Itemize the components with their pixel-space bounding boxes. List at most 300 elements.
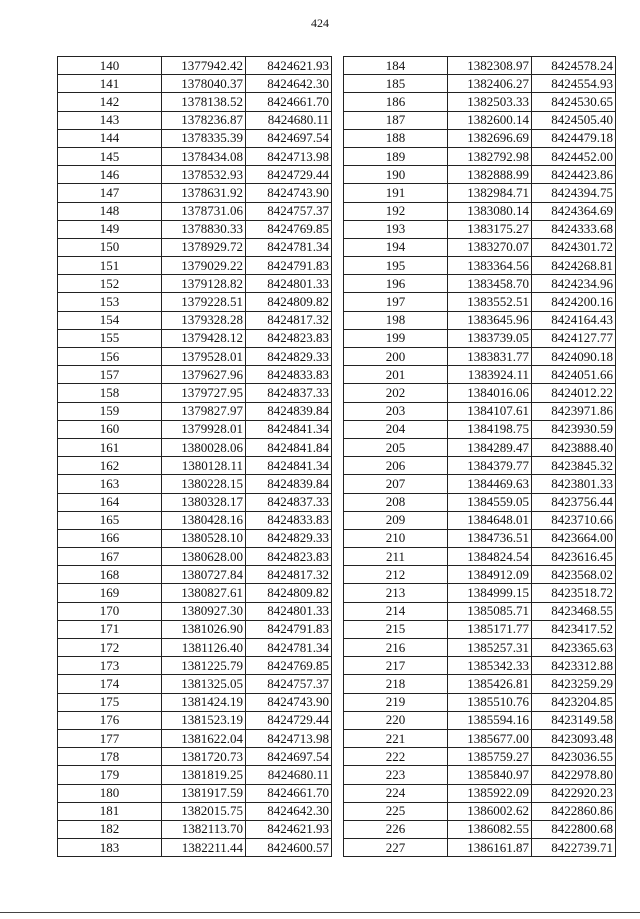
- y-coordinate-cell: 8423365.63: [532, 639, 616, 657]
- point-number-cell: 212: [344, 566, 448, 584]
- y-coordinate-cell: 8424801.33: [246, 275, 332, 293]
- point-number-cell: 184: [344, 57, 448, 75]
- y-coordinate-cell: 8424642.30: [246, 802, 332, 820]
- x-coordinate-cell: 1380927.30: [162, 602, 246, 620]
- x-coordinate-cell: 1383080.14: [448, 202, 532, 220]
- x-coordinate-cell: 1383175.27: [448, 220, 532, 238]
- y-coordinate-cell: 8424090.18: [532, 348, 616, 366]
- point-number-cell: 202: [344, 384, 448, 402]
- x-coordinate-cell: 1385426.81: [448, 675, 532, 693]
- table-row: [58, 839, 332, 857]
- point-number-cell: 226: [344, 820, 448, 838]
- page-number: 424: [311, 16, 329, 30]
- table-row: [344, 820, 616, 838]
- point-number-cell: 223: [344, 766, 448, 784]
- point-number-cell: 208: [344, 493, 448, 511]
- point-number-cell: 174: [58, 675, 162, 693]
- table-row: [344, 620, 616, 638]
- y-coordinate-cell: 8424661.70: [246, 93, 332, 111]
- x-coordinate-cell: 1379827.97: [162, 402, 246, 420]
- x-coordinate-cell: 1382406.27: [448, 75, 532, 93]
- table-row: [58, 384, 332, 402]
- table-row: [58, 238, 332, 256]
- table-row: [344, 293, 616, 311]
- y-coordinate-cell: 8424781.34: [246, 238, 332, 256]
- table-row: [58, 639, 332, 657]
- table-row: [58, 257, 332, 275]
- table-row: [58, 275, 332, 293]
- x-coordinate-cell: 1382888.99: [448, 166, 532, 184]
- x-coordinate-cell: 1385677.00: [448, 729, 532, 747]
- point-number-cell: 167: [58, 548, 162, 566]
- x-coordinate-cell: 1383552.51: [448, 293, 532, 311]
- point-number-cell: 218: [344, 675, 448, 693]
- x-coordinate-cell: 1379928.01: [162, 420, 246, 438]
- x-coordinate-cell: 1378138.52: [162, 93, 246, 111]
- table-row: [344, 275, 616, 293]
- point-number-cell: 163: [58, 475, 162, 493]
- point-number-cell: 220: [344, 711, 448, 729]
- point-number-cell: 158: [58, 384, 162, 402]
- y-coordinate-cell: 8424833.83: [246, 511, 332, 529]
- table-row: [344, 493, 616, 511]
- y-coordinate-cell: 8424530.65: [532, 93, 616, 111]
- point-number-cell: 207: [344, 475, 448, 493]
- y-coordinate-cell: 8424817.32: [246, 311, 332, 329]
- y-coordinate-cell: 8424333.68: [532, 220, 616, 238]
- y-coordinate-cell: 8423417.52: [532, 620, 616, 638]
- y-coordinate-cell: 8423518.72: [532, 584, 616, 602]
- x-coordinate-cell: 1384824.54: [448, 548, 532, 566]
- y-coordinate-cell: 8423149.58: [532, 711, 616, 729]
- y-coordinate-cell: 8423930.59: [532, 420, 616, 438]
- point-number-cell: 159: [58, 402, 162, 420]
- y-coordinate-cell: 8424479.18: [532, 129, 616, 147]
- x-coordinate-cell: 1384469.63: [448, 475, 532, 493]
- y-coordinate-cell: 8424837.33: [246, 493, 332, 511]
- y-coordinate-cell: 8424823.83: [246, 548, 332, 566]
- table-row: [344, 420, 616, 438]
- y-coordinate-cell: 8424452.00: [532, 147, 616, 165]
- x-coordinate-cell: 1378040.37: [162, 75, 246, 93]
- point-number-cell: 219: [344, 693, 448, 711]
- table-row: [344, 693, 616, 711]
- table-row: [344, 111, 616, 129]
- y-coordinate-cell: 8424829.33: [246, 529, 332, 547]
- table-row: [344, 384, 616, 402]
- y-coordinate-cell: 8424642.30: [246, 75, 332, 93]
- table-row: [58, 111, 332, 129]
- y-coordinate-cell: 8423801.33: [532, 475, 616, 493]
- x-coordinate-cell: 1380128.11: [162, 457, 246, 475]
- point-number-cell: 151: [58, 257, 162, 275]
- table-row: [344, 366, 616, 384]
- table-row: [58, 293, 332, 311]
- x-coordinate-cell: 1386002.62: [448, 802, 532, 820]
- table-row: [58, 511, 332, 529]
- point-number-cell: 192: [344, 202, 448, 220]
- point-number-cell: 215: [344, 620, 448, 638]
- y-coordinate-cell: 8424713.98: [246, 729, 332, 747]
- table-row: [344, 802, 616, 820]
- point-number-cell: 198: [344, 311, 448, 329]
- point-number-cell: 194: [344, 238, 448, 256]
- point-number-cell: 177: [58, 729, 162, 747]
- point-number-cell: 175: [58, 693, 162, 711]
- y-coordinate-cell: 8424791.83: [246, 257, 332, 275]
- x-coordinate-cell: 1377942.42: [162, 57, 246, 75]
- x-coordinate-cell: 1383739.05: [448, 329, 532, 347]
- x-coordinate-cell: 1381026.90: [162, 620, 246, 638]
- y-coordinate-cell: 8424837.33: [246, 384, 332, 402]
- x-coordinate-cell: 1382792.98: [448, 147, 532, 165]
- point-number-cell: 170: [58, 602, 162, 620]
- x-coordinate-cell: 1378731.06: [162, 202, 246, 220]
- x-coordinate-cell: 1385257.31: [448, 639, 532, 657]
- table-row: [58, 620, 332, 638]
- y-coordinate-cell: 8424164.43: [532, 311, 616, 329]
- x-coordinate-cell: 1380428.16: [162, 511, 246, 529]
- point-number-cell: 154: [58, 311, 162, 329]
- x-coordinate-cell: 1380528.10: [162, 529, 246, 547]
- x-coordinate-cell: 1382211.44: [162, 839, 246, 857]
- point-number-cell: 204: [344, 420, 448, 438]
- y-coordinate-cell: 8424012.22: [532, 384, 616, 402]
- table-row: [344, 729, 616, 747]
- point-number-cell: 157: [58, 366, 162, 384]
- table-row: [344, 548, 616, 566]
- point-number-cell: 146: [58, 166, 162, 184]
- y-coordinate-cell: 8424829.33: [246, 348, 332, 366]
- point-number-cell: 179: [58, 766, 162, 784]
- y-coordinate-cell: 8424661.70: [246, 784, 332, 802]
- table-row: [344, 166, 616, 184]
- y-coordinate-cell: 8423312.88: [532, 657, 616, 675]
- y-coordinate-cell: 8423468.55: [532, 602, 616, 620]
- x-coordinate-cell: 1380827.61: [162, 584, 246, 602]
- point-number-cell: 203: [344, 402, 448, 420]
- point-number-cell: 197: [344, 293, 448, 311]
- table-row: [58, 657, 332, 675]
- x-coordinate-cell: 1381819.25: [162, 766, 246, 784]
- table-row: [58, 184, 332, 202]
- x-coordinate-cell: 1382308.97: [448, 57, 532, 75]
- point-number-cell: 201: [344, 366, 448, 384]
- table-row: [344, 839, 616, 857]
- y-coordinate-cell: 8422800.68: [532, 820, 616, 838]
- x-coordinate-cell: 1380328.17: [162, 493, 246, 511]
- table-row: [344, 529, 616, 547]
- table-row: [58, 584, 332, 602]
- table-row: [344, 784, 616, 802]
- table-row: [344, 220, 616, 238]
- point-number-cell: 225: [344, 802, 448, 820]
- point-number-cell: 180: [58, 784, 162, 802]
- table-row: [58, 202, 332, 220]
- table-row: [344, 602, 616, 620]
- x-coordinate-cell: 1378434.08: [162, 147, 246, 165]
- x-coordinate-cell: 1383831.77: [448, 348, 532, 366]
- y-coordinate-cell: 8422920.23: [532, 784, 616, 802]
- x-coordinate-cell: 1381126.40: [162, 639, 246, 657]
- y-coordinate-cell: 8423093.48: [532, 729, 616, 747]
- x-coordinate-cell: 1385840.97: [448, 766, 532, 784]
- x-coordinate-cell: 1382696.69: [448, 129, 532, 147]
- x-coordinate-cell: 1385171.77: [448, 620, 532, 638]
- table-row: [344, 675, 616, 693]
- point-number-cell: 206: [344, 457, 448, 475]
- x-coordinate-cell: 1380727.84: [162, 566, 246, 584]
- point-number-cell: 168: [58, 566, 162, 584]
- point-number-cell: 162: [58, 457, 162, 475]
- table-row: [58, 748, 332, 766]
- y-coordinate-cell: 8424394.75: [532, 184, 616, 202]
- point-number-cell: 191: [344, 184, 448, 202]
- coordinates-table-right-body: [344, 57, 616, 857]
- x-coordinate-cell: 1382600.14: [448, 111, 532, 129]
- x-coordinate-cell: 1383270.07: [448, 238, 532, 256]
- point-number-cell: 155: [58, 329, 162, 347]
- table-row: [344, 348, 616, 366]
- point-number-cell: 176: [58, 711, 162, 729]
- y-coordinate-cell: 8423710.66: [532, 511, 616, 529]
- point-number-cell: 172: [58, 639, 162, 657]
- y-coordinate-cell: 8424809.82: [246, 293, 332, 311]
- table-row: [58, 311, 332, 329]
- y-coordinate-cell: 8424781.34: [246, 639, 332, 657]
- y-coordinate-cell: 8422978.80: [532, 766, 616, 784]
- y-coordinate-cell: 8424713.98: [246, 147, 332, 165]
- point-number-cell: 171: [58, 620, 162, 638]
- y-coordinate-cell: 8424757.37: [246, 675, 332, 693]
- x-coordinate-cell: 1383458.70: [448, 275, 532, 293]
- y-coordinate-cell: 8424621.93: [246, 57, 332, 75]
- table-row: [344, 402, 616, 420]
- x-coordinate-cell: 1385085.71: [448, 602, 532, 620]
- table-row: [58, 766, 332, 784]
- x-coordinate-cell: 1378236.87: [162, 111, 246, 129]
- y-coordinate-cell: 8424505.40: [532, 111, 616, 129]
- x-coordinate-cell: 1378929.72: [162, 238, 246, 256]
- point-number-cell: 209: [344, 511, 448, 529]
- x-coordinate-cell: 1384736.51: [448, 529, 532, 547]
- y-coordinate-cell: 8424791.83: [246, 620, 332, 638]
- table-row: [344, 748, 616, 766]
- y-coordinate-cell: 8424743.90: [246, 693, 332, 711]
- point-number-cell: 227: [344, 839, 448, 857]
- y-coordinate-cell: 8424697.54: [246, 129, 332, 147]
- x-coordinate-cell: 1386082.55: [448, 820, 532, 838]
- x-coordinate-cell: 1384648.01: [448, 511, 532, 529]
- x-coordinate-cell: 1381622.04: [162, 729, 246, 747]
- x-coordinate-cell: 1379727.95: [162, 384, 246, 402]
- y-coordinate-cell: 8424697.54: [246, 748, 332, 766]
- y-coordinate-cell: 8424823.83: [246, 329, 332, 347]
- x-coordinate-cell: 1383645.96: [448, 311, 532, 329]
- y-coordinate-cell: 8424301.72: [532, 238, 616, 256]
- y-coordinate-cell: 8424234.96: [532, 275, 616, 293]
- point-number-cell: 195: [344, 257, 448, 275]
- x-coordinate-cell: 1384559.05: [448, 493, 532, 511]
- x-coordinate-cell: 1379029.22: [162, 257, 246, 275]
- point-number-cell: 211: [344, 548, 448, 566]
- x-coordinate-cell: 1380228.15: [162, 475, 246, 493]
- x-coordinate-cell: 1384379.77: [448, 457, 532, 475]
- table-row: [58, 366, 332, 384]
- x-coordinate-cell: 1381523.19: [162, 711, 246, 729]
- point-number-cell: 205: [344, 438, 448, 456]
- point-number-cell: 213: [344, 584, 448, 602]
- y-coordinate-cell: 8424757.37: [246, 202, 332, 220]
- point-number-cell: 214: [344, 602, 448, 620]
- point-number-cell: 200: [344, 348, 448, 366]
- point-number-cell: 188: [344, 129, 448, 147]
- x-coordinate-cell: 1378532.93: [162, 166, 246, 184]
- x-coordinate-cell: 1382984.71: [448, 184, 532, 202]
- y-coordinate-cell: 8424423.86: [532, 166, 616, 184]
- coordinates-table-left: [57, 56, 332, 857]
- y-coordinate-cell: 8424364.69: [532, 202, 616, 220]
- x-coordinate-cell: 1384289.47: [448, 438, 532, 456]
- x-coordinate-cell: 1379328.28: [162, 311, 246, 329]
- y-coordinate-cell: 8424839.84: [246, 475, 332, 493]
- x-coordinate-cell: 1381225.79: [162, 657, 246, 675]
- x-coordinate-cell: 1385759.27: [448, 748, 532, 766]
- point-number-cell: 144: [58, 129, 162, 147]
- table-row: [58, 420, 332, 438]
- point-number-cell: 147: [58, 184, 162, 202]
- table-row: [344, 238, 616, 256]
- y-coordinate-cell: 8424841.34: [246, 457, 332, 475]
- point-number-cell: 150: [58, 238, 162, 256]
- point-number-cell: 216: [344, 639, 448, 657]
- table-row: [344, 75, 616, 93]
- y-coordinate-cell: 8424817.32: [246, 566, 332, 584]
- table-row: [58, 566, 332, 584]
- x-coordinate-cell: 1384198.75: [448, 420, 532, 438]
- point-number-cell: 160: [58, 420, 162, 438]
- table-row: [58, 729, 332, 747]
- point-number-cell: 156: [58, 348, 162, 366]
- table-row: [58, 57, 332, 75]
- table-row: [58, 493, 332, 511]
- point-number-cell: 165: [58, 511, 162, 529]
- point-number-cell: 161: [58, 438, 162, 456]
- y-coordinate-cell: 8424578.24: [532, 57, 616, 75]
- y-coordinate-cell: 8424680.11: [246, 766, 332, 784]
- point-number-cell: 185: [344, 75, 448, 93]
- y-coordinate-cell: 8423888.40: [532, 438, 616, 456]
- table-row: [344, 457, 616, 475]
- table-row: [344, 129, 616, 147]
- y-coordinate-cell: 8423259.29: [532, 675, 616, 693]
- point-number-cell: 164: [58, 493, 162, 511]
- x-coordinate-cell: 1384107.61: [448, 402, 532, 420]
- table-row: [344, 566, 616, 584]
- point-number-cell: 224: [344, 784, 448, 802]
- y-coordinate-cell: 8424801.33: [246, 602, 332, 620]
- bottom-rule: [0, 912, 640, 913]
- y-coordinate-cell: 8423971.86: [532, 402, 616, 420]
- y-coordinate-cell: 8424268.81: [532, 257, 616, 275]
- table-row: [58, 548, 332, 566]
- table-row: [58, 675, 332, 693]
- table-row: [58, 820, 332, 838]
- point-number-cell: 148: [58, 202, 162, 220]
- y-coordinate-cell: 8424127.77: [532, 329, 616, 347]
- y-coordinate-cell: 8423568.02: [532, 566, 616, 584]
- point-number-cell: 196: [344, 275, 448, 293]
- y-coordinate-cell: 8424051.66: [532, 366, 616, 384]
- x-coordinate-cell: 1378631.92: [162, 184, 246, 202]
- table-row: [58, 602, 332, 620]
- x-coordinate-cell: 1382113.70: [162, 820, 246, 838]
- table-row: [58, 475, 332, 493]
- point-number-cell: 169: [58, 584, 162, 602]
- point-number-cell: 178: [58, 748, 162, 766]
- x-coordinate-cell: 1381720.73: [162, 748, 246, 766]
- table-row: [58, 75, 332, 93]
- x-coordinate-cell: 1384016.06: [448, 384, 532, 402]
- x-coordinate-cell: 1379228.51: [162, 293, 246, 311]
- table-row: [58, 711, 332, 729]
- point-number-cell: 166: [58, 529, 162, 547]
- y-coordinate-cell: 8422739.71: [532, 839, 616, 857]
- x-coordinate-cell: 1378830.33: [162, 220, 246, 238]
- y-coordinate-cell: 8424554.93: [532, 75, 616, 93]
- y-coordinate-cell: 8424729.44: [246, 711, 332, 729]
- point-number-cell: 153: [58, 293, 162, 311]
- y-coordinate-cell: 8424839.84: [246, 402, 332, 420]
- point-number-cell: 189: [344, 147, 448, 165]
- y-coordinate-cell: 8423204.85: [532, 693, 616, 711]
- table-row: [58, 348, 332, 366]
- table-row: [58, 802, 332, 820]
- point-number-cell: 140: [58, 57, 162, 75]
- x-coordinate-cell: 1385510.76: [448, 693, 532, 711]
- table-row: [58, 529, 332, 547]
- point-number-cell: 222: [344, 748, 448, 766]
- table-row: [58, 220, 332, 238]
- table-row: [344, 202, 616, 220]
- point-number-cell: 221: [344, 729, 448, 747]
- table-row: [58, 693, 332, 711]
- x-coordinate-cell: 1380028.06: [162, 438, 246, 456]
- point-number-cell: 173: [58, 657, 162, 675]
- y-coordinate-cell: 8423664.00: [532, 529, 616, 547]
- point-number-cell: 149: [58, 220, 162, 238]
- point-number-cell: 152: [58, 275, 162, 293]
- table-row: [344, 438, 616, 456]
- x-coordinate-cell: 1385594.16: [448, 711, 532, 729]
- point-number-cell: 187: [344, 111, 448, 129]
- coordinates-table-left-body: [58, 57, 332, 857]
- x-coordinate-cell: 1385922.09: [448, 784, 532, 802]
- y-coordinate-cell: 8424621.93: [246, 820, 332, 838]
- x-coordinate-cell: 1382015.75: [162, 802, 246, 820]
- table-row: [58, 457, 332, 475]
- point-number-cell: 181: [58, 802, 162, 820]
- y-coordinate-cell: 8424769.85: [246, 657, 332, 675]
- table-row: [344, 657, 616, 675]
- y-coordinate-cell: 8422860.86: [532, 802, 616, 820]
- point-number-cell: 182: [58, 820, 162, 838]
- y-coordinate-cell: 8424729.44: [246, 166, 332, 184]
- table-row: [58, 784, 332, 802]
- table-row: [344, 584, 616, 602]
- x-coordinate-cell: 1386161.87: [448, 839, 532, 857]
- table-row: [344, 329, 616, 347]
